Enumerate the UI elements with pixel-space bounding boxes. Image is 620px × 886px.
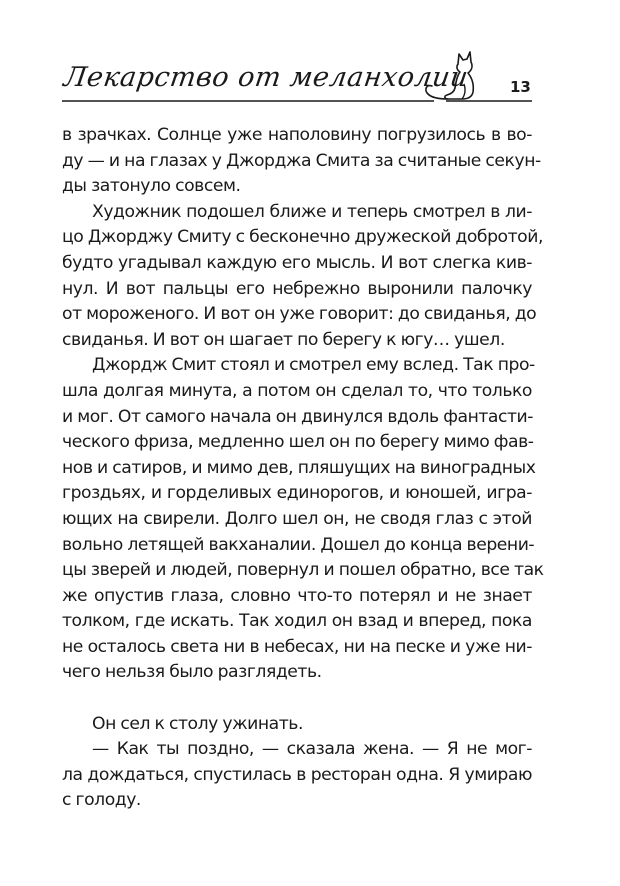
text-line: чего нельзя было разглядеть. bbox=[62, 662, 322, 683]
text-line: ду — и на глазах у Джорджа Смита за считаные секун- bbox=[62, 150, 541, 171]
text-line: и мог. От самого начала он двинулся вдоль фантасти- bbox=[62, 406, 534, 427]
text-line: ла дождаться, спустилась в ресторан одна. Я умираю bbox=[62, 764, 532, 785]
text-line: ды затонуло совсем. bbox=[62, 176, 241, 197]
running-header bbox=[62, 52, 532, 106]
text-line: нул. И вот пальцы его небрежно выронили палочку bbox=[62, 278, 532, 299]
text-line: гроздьях, и горделивых единорогов, и юношей, игра- bbox=[62, 483, 532, 504]
section-break bbox=[62, 686, 532, 712]
text-line: в зрачках. Солнце уже наполовину погрузилось в во- bbox=[62, 125, 532, 145]
text-line: ческого фриза, медленно шел он по берегу мимо фав- bbox=[62, 432, 534, 453]
text-line: не осталось света ни в небесах, ни на песке и уже ни- bbox=[62, 636, 532, 657]
text-line: шла долгая минута, а потом он сделал то, что только bbox=[62, 380, 532, 401]
text-line: вольно летящей вакханалии. Дошел до конца верени- bbox=[62, 534, 535, 555]
text-line: — Как ты поздно, — сказала жена. — Я не мог- bbox=[92, 739, 532, 760]
text-line: нов и сатиров, и мимо дев, пляшущих на виноградных bbox=[62, 457, 536, 478]
text-line: Он сел к столу ужинать. bbox=[92, 713, 303, 734]
page-number: 13 bbox=[510, 78, 531, 96]
text-line: от мороженого. И вот он уже говорит: до свиданья, до bbox=[62, 304, 537, 325]
text-line: толком, где искать. Так ходил он взад и вперед, пока bbox=[62, 611, 532, 632]
text-line: же опустив глаза, словно что-то потерял и не знает bbox=[62, 585, 532, 606]
body-text bbox=[62, 123, 544, 814]
text-line: цы зверей и людей, повернул и пошел обратно, все так bbox=[62, 560, 544, 581]
text-line: с голоду. bbox=[62, 790, 141, 811]
running-title: Лекарство от меланхолии bbox=[61, 62, 471, 93]
text-line: Джордж Смит стоял и смотрел ему вслед. Так про- bbox=[92, 355, 535, 376]
text-line: свиданья. И вот он шагает по берегу к югу… ушел. bbox=[62, 329, 505, 350]
text-line: будто угадывал каждую его мысль. И вот слегка кив- bbox=[62, 252, 532, 273]
sitting-cat-icon bbox=[418, 48, 488, 104]
text-line: цо Джорджу Смиту с бесконечно дружеской добротой, bbox=[62, 227, 543, 248]
text-line: ющих на свирели. Долго шел он, не сводя глаз с этой bbox=[62, 508, 532, 529]
text-line: Художник подошел ближе и теперь смотрел в ли- bbox=[92, 201, 532, 222]
